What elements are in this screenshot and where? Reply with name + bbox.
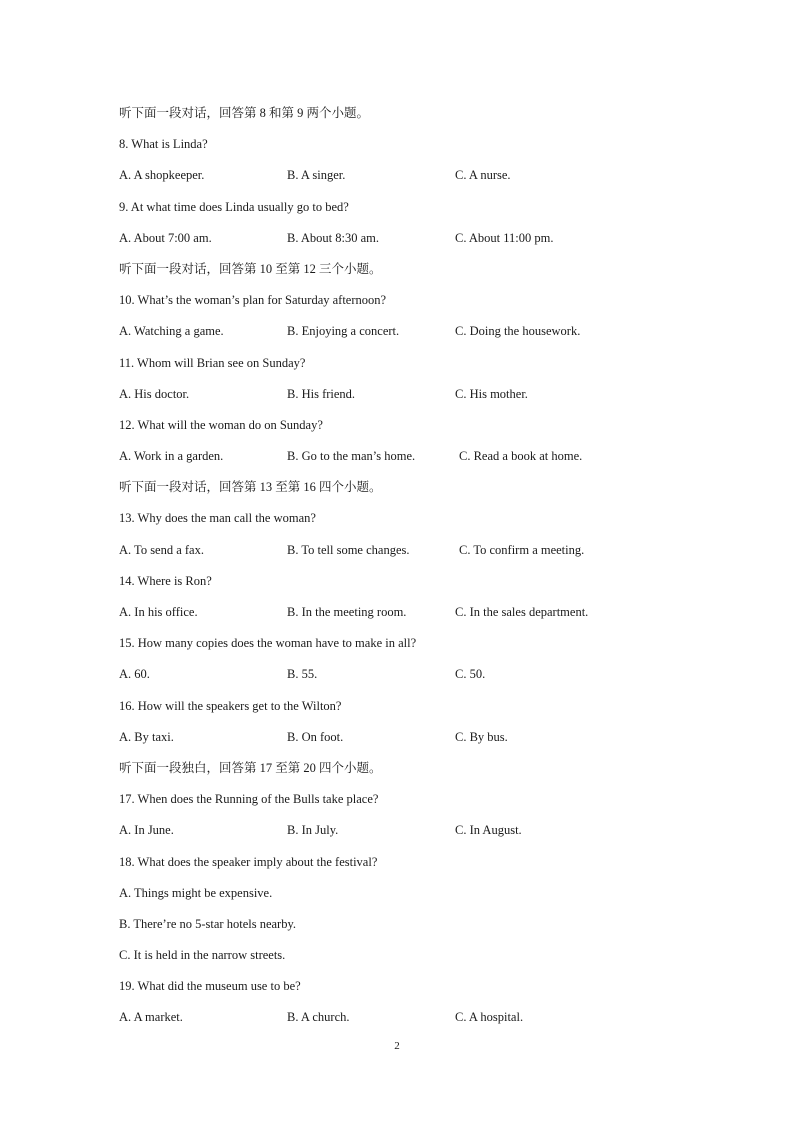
section-instruction: 听下面一段对话，回答第 8 和第 9 两个小题。: [119, 106, 370, 120]
question-text: 11. Whom will Brian see on Sunday?: [119, 355, 306, 370]
question-text: 15. How many copies does the woman have to make in all?: [119, 636, 417, 651]
question-text: 10. What’s the woman’s plan for Saturday afternoon?: [119, 293, 387, 308]
answer-option-a: A. By taxi.: [119, 729, 174, 744]
answer-option-c: C. A nurse.: [455, 168, 511, 183]
question-text: 16. How will the speakers get to the Wilton?: [119, 698, 342, 713]
answer-option-b: B. A church.: [287, 1010, 350, 1025]
answer-option-a: A. About 7:00 am.: [119, 230, 212, 245]
question-text: B. There’re no 5-star hotels nearby.: [119, 916, 297, 931]
answer-option-b: B. Go to the man’s home.: [287, 449, 416, 464]
answer-option-b: B. To tell some changes.: [287, 542, 410, 557]
section-instruction: 听下面一段对话，回答第 10 至第 12 三个小题。: [119, 261, 382, 276]
answer-option-b: B. His friend.: [287, 386, 356, 401]
answer-options-row: [119, 821, 679, 852]
answer-option-b: B. On foot.: [287, 729, 344, 744]
answer-options-row: [119, 728, 679, 759]
section-instruction: 听下面一段独白，回答第 17 至第 20 四个小题。: [119, 760, 382, 775]
answer-option-c: C. A hospital.: [455, 1010, 524, 1025]
question-text: C. It is held in the narrow streets.: [119, 948, 286, 963]
answer-options-row: [119, 665, 679, 696]
answer-options-row: [119, 447, 679, 478]
question-text: 19. What did the museum use to be?: [119, 979, 301, 994]
question-text: 12. What will the woman do on Sunday?: [119, 417, 323, 432]
exam-content: [119, 104, 679, 1040]
question-text: A. Things might be expensive.: [119, 885, 273, 900]
answer-option-b: B. A singer.: [287, 168, 346, 183]
question-text: 13. Why does the man call the woman?: [119, 511, 316, 526]
answer-option-a: A. 60.: [119, 667, 150, 682]
answer-option-b: B. In the meeting room.: [287, 605, 407, 619]
answer-option-b: B. 55.: [287, 667, 318, 682]
answer-option-a: A. In June.: [119, 823, 174, 838]
answer-option-b: B. Enjoying a concert.: [287, 324, 400, 339]
answer-option-b: B. In July.: [287, 823, 339, 838]
answer-option-c: C. To confirm a meeting.: [459, 542, 585, 557]
answer-option-c: C. 50.: [455, 667, 486, 682]
answer-options-row: [119, 1008, 679, 1039]
question-text: 18. What does the speaker imply about the festival?: [119, 854, 378, 869]
answer-option-a: A. A market.: [119, 1010, 183, 1025]
section-instruction: 听下面一段对话，回答第 13 至第 16 四个小题。: [119, 480, 382, 495]
question-text: 17. When does the Running of the Bulls take place?: [119, 792, 379, 807]
answer-option-c: C. Doing the housework.: [455, 324, 581, 339]
question-text: 14. Where is Ron?: [119, 573, 212, 588]
answer-option-a: A. Watching a game.: [119, 324, 224, 339]
answer-option-a: A. His doctor.: [119, 386, 190, 401]
answer-options-row: [119, 229, 679, 260]
answer-option-a: A. A shopkeeper.: [119, 168, 205, 183]
answer-option-c: C. Read a book at home.: [459, 449, 583, 464]
answer-option-a: A. In his office.: [119, 605, 198, 619]
question-text: 8. What is Linda?: [119, 137, 208, 152]
answer-option-c: C. About 11:00 pm.: [455, 230, 554, 245]
answer-option-c: C. In August.: [455, 823, 522, 838]
answer-options-row: [119, 541, 679, 572]
answer-option-a: A. To send a fax.: [119, 542, 204, 557]
answer-option-c: C. In the sales department.: [455, 605, 589, 619]
answer-options-row: [119, 603, 679, 634]
answer-option-b: B. About 8:30 am.: [287, 230, 380, 245]
page-number: 2: [394, 1040, 400, 1052]
question-text: 9. At what time does Linda usually go to bed?: [119, 199, 349, 214]
answer-options-row: [119, 385, 679, 416]
answer-option-c: C. His mother.: [455, 386, 528, 401]
answer-option-c: C. By bus.: [455, 729, 508, 744]
answer-options-row: [119, 166, 679, 197]
answer-option-a: A. Work in a garden.: [119, 449, 224, 464]
answer-options-row: [119, 322, 679, 353]
